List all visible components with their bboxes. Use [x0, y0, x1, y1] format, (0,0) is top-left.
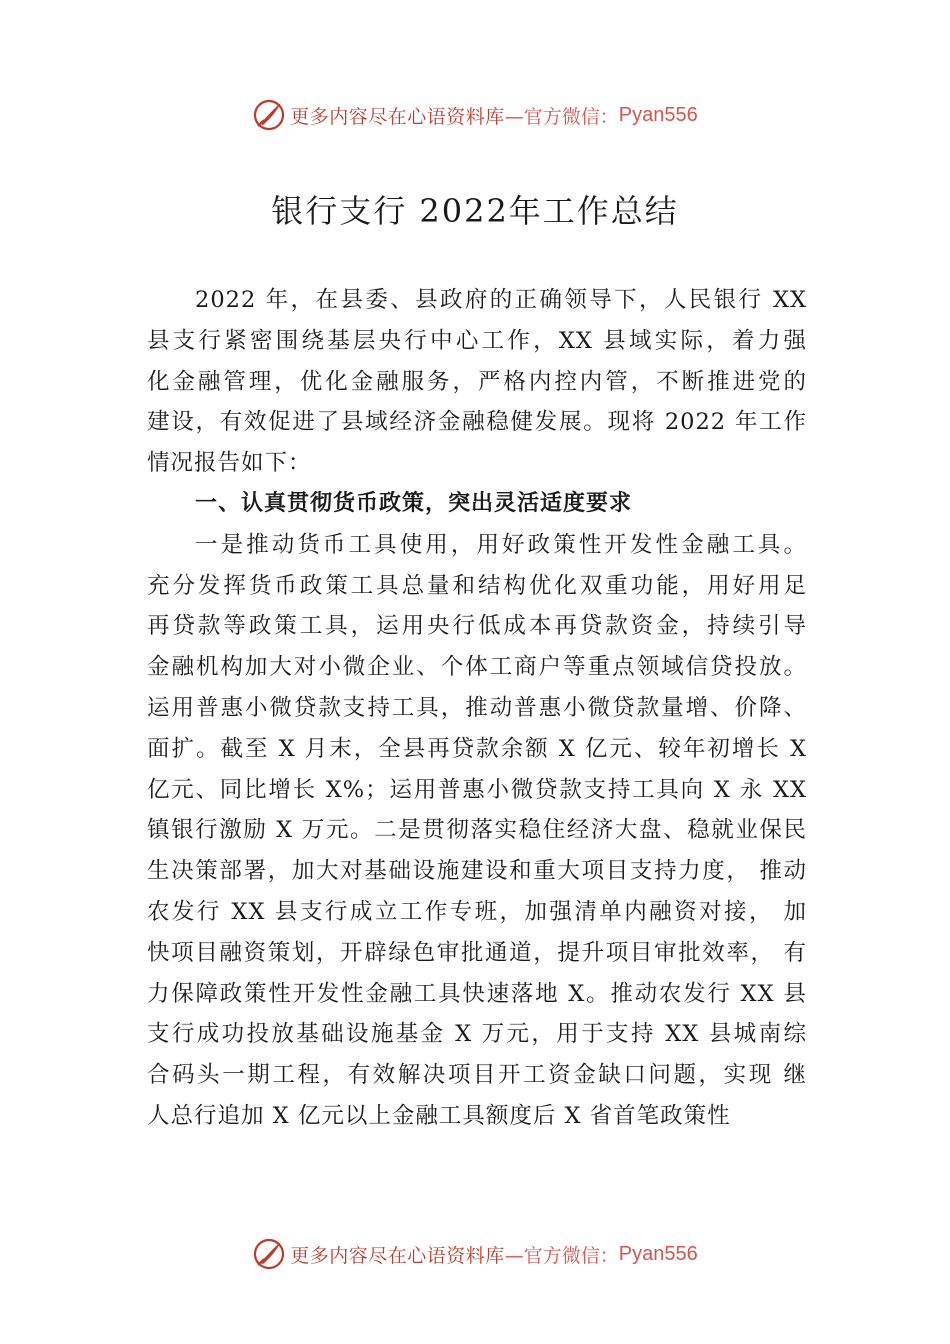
paragraph-line: 生决策部署，加大对基础设施建设和重大项目支持力度， 推动 [147, 858, 807, 885]
quill-logo-icon [252, 98, 286, 132]
watermark-wechat-id: Pyan556 [618, 1242, 698, 1265]
paragraph-line: 面扩。截至 X 月末，全县再贷款余额 X 亿元、较年初增长 X [147, 735, 807, 762]
quill-logo-icon [252, 1237, 286, 1271]
paragraph-line: 化金融管理，优化金融服务，严格内控内管，不断推进党的 [147, 368, 807, 395]
watermark-text: 更多内容尽在心语资料库 [290, 105, 505, 128]
paragraph-line: 快项目融资策划，开辟绿色审批通道，提升项目审批效率， 有 [147, 939, 807, 966]
paragraph-line: 力保障政策性开发性金融工具快速落地 X。推动农发行 XX 县 [147, 980, 807, 1007]
paragraph-line: 建设，有效促进了县域经济金融稳健发展。现将 2022 年工作 [147, 409, 807, 436]
paragraph-line: 一是推动货币工具使用，用好政策性开发性金融工具。 [195, 531, 807, 558]
paragraph-line: 人总行追加 X 亿元以上金融工具额度后 X 省首笔政策性 [147, 1102, 731, 1129]
watermark-separator: —官方微信： [504, 105, 619, 128]
paragraph-line: 亿元、同比增长 X%；运用普惠小微贷款支持工具向 X 永 XX [147, 776, 807, 803]
paragraph-line: 合码头一期工程，有效解决项目开工资金缺口问题，实现 继 [147, 1062, 807, 1089]
paragraph-line: 充分发挥货币政策工具总量和结构优化双重功能，用好用足 [147, 572, 807, 599]
section-heading: 一、认真贯彻货币政策，突出灵活适度要求 [195, 490, 633, 516]
paragraph-line: 再贷款等政策工具，运用央行低成本再贷款资金，持续引导 [147, 613, 807, 640]
document-body [147, 280, 807, 1137]
paragraph-line: 支行成功投放基础设施基金 X 万元，用于支持 XX 县城南综 [147, 1021, 807, 1048]
paragraph-line: 镇银行激励 X 万元。二是贯彻落实稳住经济大盘、稳就业保民 [147, 817, 807, 844]
watermark-footer [0, 1234, 950, 1274]
watermark-header [0, 95, 950, 135]
paragraph-line: 情况报告如下： [147, 450, 312, 477]
watermark-wechat-id: Pyan556 [618, 103, 698, 126]
watermark-separator: —官方微信： [504, 1244, 619, 1267]
paragraph-line: 运用普惠小微贷款支持工具，推动普惠小微贷款量增、价降、 [147, 694, 807, 721]
document-title: 银行支行 2022年工作总结 [271, 192, 679, 230]
paragraph-line: 农发行 XX 县支行成立工作专班，加强清单内融资对接， 加 [147, 898, 807, 925]
paragraph-line: 金融机构加大对小微企业、个体工商户等重点领域信贷投放。 [147, 654, 807, 681]
paragraph-line: 县支行紧密围绕基层央行中心工作，XX 县域实际，着力强 [147, 327, 807, 354]
watermark-text: 更多内容尽在心语资料库 [290, 1244, 505, 1267]
paragraph-line: 2022 年，在县委、县政府的正确领导下，人民银行 XX [195, 287, 807, 313]
